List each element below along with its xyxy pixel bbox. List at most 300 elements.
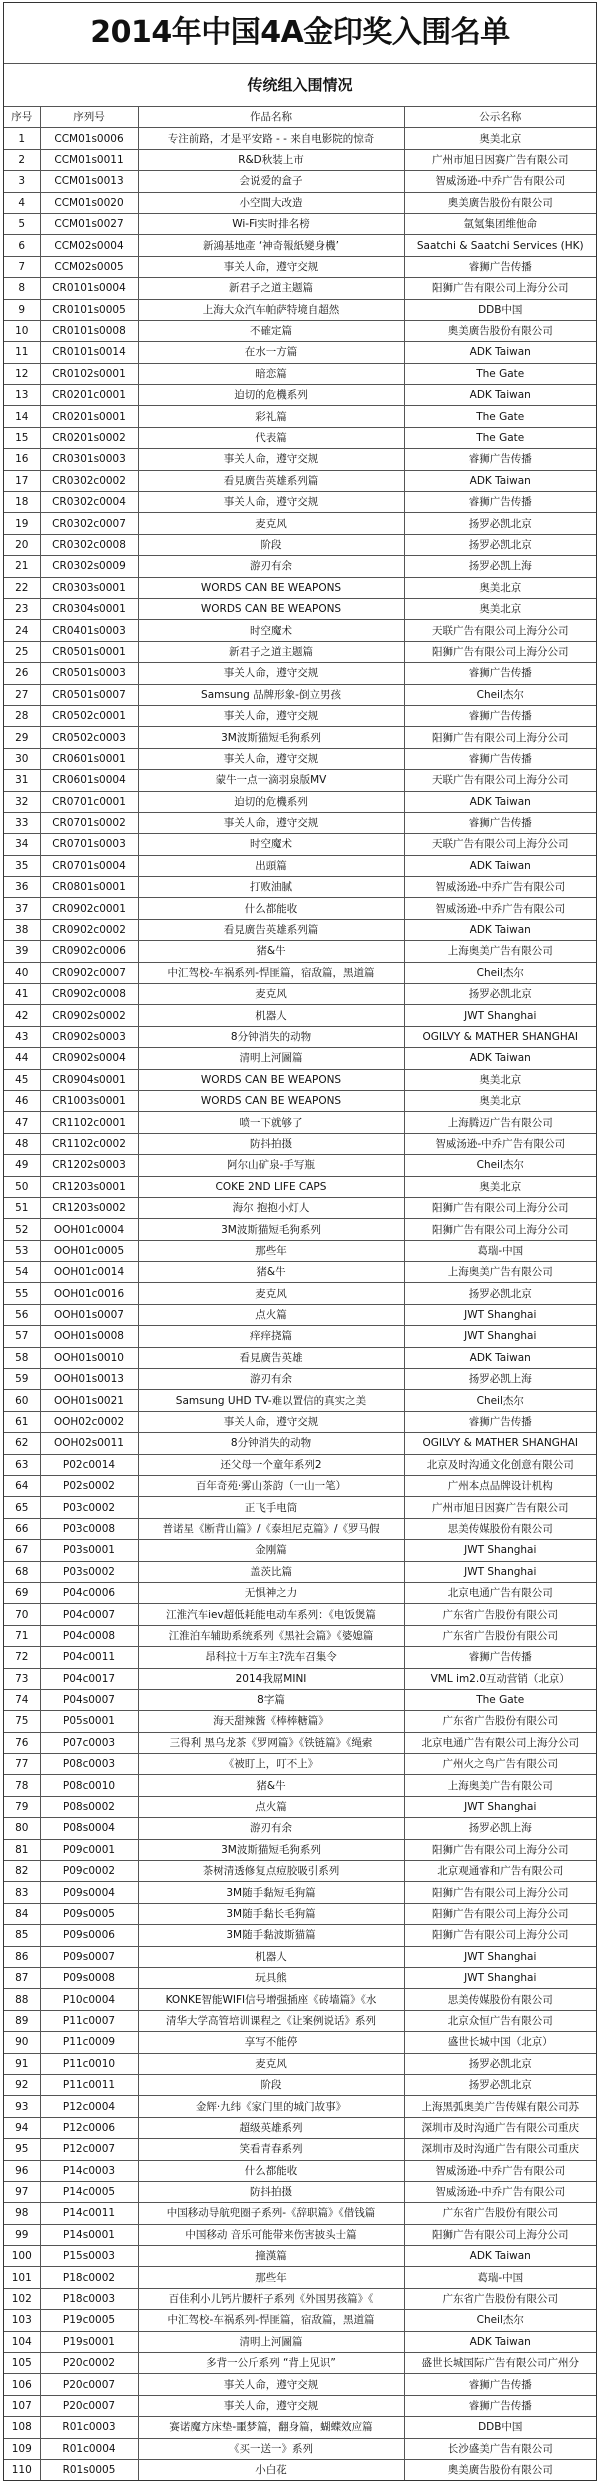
row-agency: 奧美廣告股份有限公司 xyxy=(404,320,596,341)
row-agency: 扬罗必凯北京 xyxy=(404,2074,596,2095)
row-serial: P11c0011 xyxy=(40,2074,138,2095)
row-index: 87 xyxy=(4,1967,40,1988)
table-row xyxy=(4,171,596,192)
row-agency: ADK Taiwan xyxy=(404,385,596,406)
row-agency: Cheil杰尔 xyxy=(404,2310,596,2331)
row-serial: P09s0006 xyxy=(40,1925,138,1946)
row-work-title: 打败油腻 xyxy=(138,877,404,898)
row-index: 52 xyxy=(4,1219,40,1240)
row-agency: 阳狮广告有限公司上海分公司 xyxy=(404,1903,596,1924)
table-row xyxy=(4,2224,596,2245)
row-serial: P11c0009 xyxy=(40,2032,138,2053)
row-index: 18 xyxy=(4,492,40,513)
row-agency: 深圳市及时沟通广告有限公司重庆 xyxy=(404,2139,596,2160)
row-index: 35 xyxy=(4,855,40,876)
row-index: 24 xyxy=(4,620,40,641)
row-index: 34 xyxy=(4,834,40,855)
row-index: 96 xyxy=(4,2160,40,2181)
table-row xyxy=(4,299,596,320)
row-work-title: 8字篇 xyxy=(138,1689,404,1710)
row-work-title: 正飞手电筒 xyxy=(138,1497,404,1518)
row-work-title: 3M随手黏波斯猫篇 xyxy=(138,1925,404,1946)
row-work-title: Samsung UHD TV-难以置信的真实之美 xyxy=(138,1390,404,1411)
row-serial: CCM02s0005 xyxy=(40,256,138,277)
table-row xyxy=(4,1369,596,1390)
row-index: 50 xyxy=(4,1176,40,1197)
table-row xyxy=(4,1048,596,1069)
table-row xyxy=(4,2010,596,2031)
row-work-title: 麦克风 xyxy=(138,2053,404,2074)
row-serial: P20c0007 xyxy=(40,2374,138,2395)
row-agency: 葛瑞-中国 xyxy=(404,2267,596,2288)
table-row xyxy=(4,941,596,962)
row-agency: 睿狮广告传播 xyxy=(404,449,596,470)
row-serial: CR0902c0002 xyxy=(40,919,138,940)
table-row xyxy=(4,1433,596,1454)
row-index: 2 xyxy=(4,149,40,170)
row-agency: 奧美廣告股份有限公司 xyxy=(404,192,596,213)
row-work-title: 时空魔术 xyxy=(138,834,404,855)
row-agency: Cheil杰尔 xyxy=(404,1155,596,1176)
row-serial: P08s0004 xyxy=(40,1818,138,1839)
row-index: 61 xyxy=(4,1411,40,1432)
row-index: 103 xyxy=(4,2310,40,2331)
row-agency: 奥美北京 xyxy=(404,1069,596,1090)
row-index: 36 xyxy=(4,877,40,898)
table-row xyxy=(4,235,596,256)
row-work-title: 撞漢篇 xyxy=(138,2246,404,2267)
row-serial: P19s0001 xyxy=(40,2331,138,2352)
row-index: 81 xyxy=(4,1839,40,1860)
row-agency: 广东省广告股份有限公司 xyxy=(404,1625,596,1646)
row-index: 33 xyxy=(4,812,40,833)
table-row xyxy=(4,748,596,769)
row-agency: 智威汤逊-中乔广告有限公司 xyxy=(404,877,596,898)
row-index: 38 xyxy=(4,919,40,940)
row-work-title: 阿尔山矿泉-手写瓶 xyxy=(138,1155,404,1176)
row-work-title: 3M随手黏短毛狗篇 xyxy=(138,1882,404,1903)
row-work-title: 无惧神之力 xyxy=(138,1582,404,1603)
row-serial: CR0101s0004 xyxy=(40,278,138,299)
row-agency: 盛世长城国际广告有限公司广州分 xyxy=(404,2353,596,2374)
row-agency: 上海黑弧奥美广告传媒有限公司苏 xyxy=(404,2096,596,2117)
row-index: 3 xyxy=(4,171,40,192)
table-row xyxy=(4,363,596,384)
row-index: 1 xyxy=(4,128,40,149)
row-agency: 睿狮广告传播 xyxy=(404,2374,596,2395)
row-agency: OGILVY & MATHER SHANGHAI xyxy=(404,1433,596,1454)
row-index: 84 xyxy=(4,1903,40,1924)
row-serial: P20c0002 xyxy=(40,2353,138,2374)
row-work-title: 猪&牛 xyxy=(138,1775,404,1796)
row-work-title: 百佳利小儿钙片腰杆子系列《外国男孩篇》《 xyxy=(138,2288,404,2309)
row-index: 67 xyxy=(4,1540,40,1561)
row-index: 10 xyxy=(4,320,40,341)
row-work-title: 彩礼篇 xyxy=(138,406,404,427)
row-serial: OOH01s0008 xyxy=(40,1326,138,1347)
row-serial: CR0701c0001 xyxy=(40,791,138,812)
row-serial: P04c0017 xyxy=(40,1668,138,1689)
table-row xyxy=(4,2417,596,2438)
row-serial: CR0801s0001 xyxy=(40,877,138,898)
row-agency: Cheil杰尔 xyxy=(404,1390,596,1411)
row-work-title: 点火篇 xyxy=(138,1304,404,1325)
row-index: 63 xyxy=(4,1454,40,1475)
row-index: 13 xyxy=(4,385,40,406)
row-work-title: 麦克风 xyxy=(138,513,404,534)
row-serial: CR0101s0008 xyxy=(40,320,138,341)
row-agency: 睿狮广告传播 xyxy=(404,705,596,726)
table-row xyxy=(4,2288,596,2309)
row-index: 32 xyxy=(4,791,40,812)
row-index: 100 xyxy=(4,2246,40,2267)
row-index: 25 xyxy=(4,641,40,662)
table-row xyxy=(4,1582,596,1603)
row-work-title: 小白花 xyxy=(138,2459,404,2480)
table-row xyxy=(4,641,596,662)
row-work-title: 普诺星《断背山篇》/《泰坦尼克篇》/《罗马假 xyxy=(138,1518,404,1539)
row-serial: P09c0002 xyxy=(40,1861,138,1882)
row-index: 70 xyxy=(4,1604,40,1625)
row-agency: ADK Taiwan xyxy=(404,2331,596,2352)
row-work-title: 新君子之道主题篇 xyxy=(138,641,404,662)
row-index: 94 xyxy=(4,2117,40,2138)
row-agency: 葛瑞-中国 xyxy=(404,1240,596,1261)
row-index: 83 xyxy=(4,1882,40,1903)
row-serial: OOH01c0016 xyxy=(40,1283,138,1304)
row-serial: P10c0004 xyxy=(40,1989,138,2010)
row-index: 23 xyxy=(4,598,40,619)
row-serial: OOH01c0004 xyxy=(40,1219,138,1240)
table-row xyxy=(4,2374,596,2395)
table-row xyxy=(4,1390,596,1411)
table-row xyxy=(4,1989,596,2010)
row-index: 17 xyxy=(4,470,40,491)
row-serial: CR0302c0002 xyxy=(40,470,138,491)
row-work-title: 海天甜辣酱《棒棒糖篇》 xyxy=(138,1711,404,1732)
row-serial: OOH01s0013 xyxy=(40,1369,138,1390)
row-work-title: 看見廣告英雄系列篇 xyxy=(138,919,404,940)
row-agency: ADK Taiwan xyxy=(404,1048,596,1069)
table-row xyxy=(4,812,596,833)
row-serial: P09s0005 xyxy=(40,1903,138,1924)
row-work-title: 新鴻基地產 ‘神奇報紙變身機’ xyxy=(138,235,404,256)
table-row xyxy=(4,2353,596,2374)
table-row xyxy=(4,1497,596,1518)
row-serial: CR0302c0008 xyxy=(40,534,138,555)
row-serial: CR0904s0001 xyxy=(40,1069,138,1090)
row-index: 76 xyxy=(4,1732,40,1753)
table-row xyxy=(4,2331,596,2352)
row-index: 5 xyxy=(4,213,40,234)
table-row xyxy=(4,1090,596,1111)
row-agency: ADK Taiwan xyxy=(404,855,596,876)
row-agency: OGILVY & MATHER SHANGHAI xyxy=(404,1026,596,1047)
row-work-title: 痒痒挠篇 xyxy=(138,1326,404,1347)
row-agency: 氩氪集团维他命 xyxy=(404,213,596,234)
row-serial: CR0701s0003 xyxy=(40,834,138,855)
row-index: 30 xyxy=(4,748,40,769)
row-agency: 智威汤逊-中乔广告有限公司 xyxy=(404,171,596,192)
row-serial: P12c0004 xyxy=(40,2096,138,2117)
table-row xyxy=(4,684,596,705)
row-agency: ADK Taiwan xyxy=(404,791,596,812)
row-agency: 阳狮广告有限公司上海分公司 xyxy=(404,1925,596,1946)
row-serial: CR0201s0001 xyxy=(40,406,138,427)
row-agency: 阳狮广告有限公司上海分公司 xyxy=(404,1219,596,1240)
table-row xyxy=(4,1026,596,1047)
row-work-title: 金刚篇 xyxy=(138,1540,404,1561)
row-index: 59 xyxy=(4,1369,40,1390)
table-row xyxy=(4,427,596,448)
row-agency: 上海奥美广告有限公司 xyxy=(404,941,596,962)
row-serial: CR0501s0007 xyxy=(40,684,138,705)
table-row xyxy=(4,2139,596,2160)
row-index: 71 xyxy=(4,1625,40,1646)
table-row xyxy=(4,984,596,1005)
row-agency: 上海腾迈广告有限公司 xyxy=(404,1112,596,1133)
table-header-row xyxy=(4,107,596,128)
row-index: 44 xyxy=(4,1048,40,1069)
row-index: 65 xyxy=(4,1497,40,1518)
row-work-title: 百年奇苑·雾山茶韵（一山一笔） xyxy=(138,1476,404,1497)
row-index: 4 xyxy=(4,192,40,213)
table-row xyxy=(4,1005,596,1026)
row-serial: CR0902s0003 xyxy=(40,1026,138,1047)
table-row xyxy=(4,2246,596,2267)
row-work-title: 防抖拍摄 xyxy=(138,1133,404,1154)
row-index: 101 xyxy=(4,2267,40,2288)
row-serial: P09s0004 xyxy=(40,1882,138,1903)
row-agency: 智威汤逊-中乔广告有限公司 xyxy=(404,2181,596,2202)
row-agency: 北京及时沟通文化创意有限公司 xyxy=(404,1454,596,1475)
table-row xyxy=(4,492,596,513)
row-serial: CR0304s0001 xyxy=(40,598,138,619)
row-work-title: 迫切的危機系列 xyxy=(138,791,404,812)
row-agency: 深圳市及时沟通广告有限公司重庆 xyxy=(404,2117,596,2138)
row-agency: 奥美北京 xyxy=(404,128,596,149)
shortlist-sheet xyxy=(3,2,597,2481)
row-agency: JWT Shanghai xyxy=(404,1326,596,1347)
row-work-title: 那些年 xyxy=(138,1240,404,1261)
table-row xyxy=(4,2117,596,2138)
row-serial: P04s0007 xyxy=(40,1689,138,1710)
row-agency: Saatchi & Saatchi Services (HK) xyxy=(404,235,596,256)
row-serial: P11c0010 xyxy=(40,2053,138,2074)
table-row xyxy=(4,1925,596,1946)
row-index: 80 xyxy=(4,1818,40,1839)
row-index: 108 xyxy=(4,2417,40,2438)
row-index: 54 xyxy=(4,1262,40,1283)
row-index: 110 xyxy=(4,2459,40,2480)
table-row xyxy=(4,1176,596,1197)
table-row xyxy=(4,2053,596,2074)
table-row xyxy=(4,2438,596,2459)
table-row xyxy=(4,128,596,149)
row-work-title: 3M波斯猫短毛狗系列 xyxy=(138,727,404,748)
header-serial: 序列号 xyxy=(40,107,138,128)
row-agency: 广州市旭日因赛广告有限公司 xyxy=(404,1497,596,1518)
table-row xyxy=(4,1197,596,1218)
row-work-title: 清明上河圖篇 xyxy=(138,1048,404,1069)
row-work-title: 在水一方篇 xyxy=(138,342,404,363)
row-work-title: 事关人命，遵守交规 xyxy=(138,256,404,277)
row-agency: 睿狮广告传播 xyxy=(404,748,596,769)
table-row xyxy=(4,1689,596,1710)
table-row xyxy=(4,1540,596,1561)
row-index: 28 xyxy=(4,705,40,726)
table-row xyxy=(4,2181,596,2202)
row-serial: P08s0002 xyxy=(40,1796,138,1817)
row-agency: DDB中国 xyxy=(404,2417,596,2438)
row-serial: OOH02s0011 xyxy=(40,1433,138,1454)
row-work-title: 《被盯上，叮不上》 xyxy=(138,1754,404,1775)
row-index: 109 xyxy=(4,2438,40,2459)
row-index: 41 xyxy=(4,984,40,1005)
row-work-title: 3M波斯猫短毛狗系列 xyxy=(138,1839,404,1860)
row-work-title: 时空魔术 xyxy=(138,620,404,641)
table-row xyxy=(4,1818,596,1839)
row-serial: P04c0008 xyxy=(40,1625,138,1646)
row-agency: The Gate xyxy=(404,427,596,448)
row-serial: P09c0001 xyxy=(40,1839,138,1860)
row-serial: R01c0004 xyxy=(40,2438,138,2459)
row-agency: Cheil杰尔 xyxy=(404,962,596,983)
table-row xyxy=(4,877,596,898)
shortlist-table xyxy=(4,107,596,2480)
row-serial: P03c0002 xyxy=(40,1497,138,1518)
row-agency: JWT Shanghai xyxy=(404,1540,596,1561)
row-serial: P02c0014 xyxy=(40,1454,138,1475)
row-serial: P11c0007 xyxy=(40,2010,138,2031)
row-agency: 奥美北京 xyxy=(404,1176,596,1197)
row-serial: P04c0006 xyxy=(40,1582,138,1603)
row-serial: CR0302c0007 xyxy=(40,513,138,534)
row-agency: 思美传媒股份有限公司 xyxy=(404,1518,596,1539)
row-serial: OOH01s0021 xyxy=(40,1390,138,1411)
row-work-title: 《买一送一》系列 xyxy=(138,2438,404,2459)
row-serial: R01c0003 xyxy=(40,2417,138,2438)
table-row xyxy=(4,1604,596,1625)
row-work-title: 事关人命，遵守交规 xyxy=(138,2374,404,2395)
row-agency: 扬罗必凯北京 xyxy=(404,1283,596,1304)
table-row xyxy=(4,1411,596,1432)
row-agency: ADK Taiwan xyxy=(404,919,596,940)
row-serial: CCM01s0020 xyxy=(40,192,138,213)
row-serial: P03s0001 xyxy=(40,1540,138,1561)
row-work-title: 点火篇 xyxy=(138,1796,404,1817)
row-work-title: 事关人命，遵守交规 xyxy=(138,812,404,833)
row-index: 86 xyxy=(4,1946,40,1967)
table-row xyxy=(4,1304,596,1325)
table-row xyxy=(4,1775,596,1796)
row-agency: 智威汤逊-中乔广告有限公司 xyxy=(404,1133,596,1154)
table-row xyxy=(4,705,596,726)
row-agency: 天联广告有限公司上海分公司 xyxy=(404,834,596,855)
row-agency: 扬罗必凯北京 xyxy=(404,513,596,534)
row-index: 6 xyxy=(4,235,40,256)
row-agency: ADK Taiwan xyxy=(404,470,596,491)
row-serial: CR0201c0001 xyxy=(40,385,138,406)
row-agency: DDB中国 xyxy=(404,299,596,320)
row-index: 69 xyxy=(4,1582,40,1603)
row-work-title: 什么都能收 xyxy=(138,2160,404,2181)
row-index: 48 xyxy=(4,1133,40,1154)
row-work-title: Wi-Fi实时排名榜 xyxy=(138,213,404,234)
row-serial: CR0301s0003 xyxy=(40,449,138,470)
row-agency: JWT Shanghai xyxy=(404,1967,596,1988)
table-row xyxy=(4,449,596,470)
row-work-title: 事关人命，遵守交规 xyxy=(138,492,404,513)
row-index: 66 xyxy=(4,1518,40,1539)
table-row xyxy=(4,213,596,234)
row-agency: 奥美北京 xyxy=(404,577,596,598)
row-work-title: 事关人命，遵守交规 xyxy=(138,1411,404,1432)
row-serial: CCM01s0027 xyxy=(40,213,138,234)
row-index: 58 xyxy=(4,1347,40,1368)
row-work-title: 看見廣告英雄系列篇 xyxy=(138,470,404,491)
row-work-title: KONKE智能WIFI信号增强插座《砖墙篇》《水 xyxy=(138,1989,404,2010)
row-agency: 睿狮广告传播 xyxy=(404,256,596,277)
row-work-title: 上海大众汽车帕萨特境自超然 xyxy=(138,299,404,320)
row-index: 77 xyxy=(4,1754,40,1775)
row-serial: OOH02c0002 xyxy=(40,1411,138,1432)
row-agency: 思美传媒股份有限公司 xyxy=(404,1989,596,2010)
row-agency: JWT Shanghai xyxy=(404,1005,596,1026)
row-work-title: 代表篇 xyxy=(138,427,404,448)
row-index: 19 xyxy=(4,513,40,534)
table-row xyxy=(4,2459,596,2480)
row-work-title: 游刃有余 xyxy=(138,1818,404,1839)
row-serial: P18c0002 xyxy=(40,2267,138,2288)
row-index: 55 xyxy=(4,1283,40,1304)
table-row xyxy=(4,1732,596,1753)
row-serial: P04c0011 xyxy=(40,1647,138,1668)
row-serial: P14c0011 xyxy=(40,2203,138,2224)
table-row xyxy=(4,1133,596,1154)
row-work-title: 游刃有余 xyxy=(138,556,404,577)
row-work-title: 赛诺魔方床垫-噩梦篇，翻身篇，蝴蝶效应篇 xyxy=(138,2417,404,2438)
row-agency: 广州市旭日因赛广告有限公司 xyxy=(404,149,596,170)
row-work-title: 玩具熊 xyxy=(138,1967,404,1988)
row-index: 49 xyxy=(4,1155,40,1176)
table-row xyxy=(4,470,596,491)
row-work-title: 清明上河圖篇 xyxy=(138,2331,404,2352)
row-serial: P05s0001 xyxy=(40,1711,138,1732)
row-agency: 奥美北京 xyxy=(404,1090,596,1111)
row-work-title: 金辉·九纬《家门里的城门故事》 xyxy=(138,2096,404,2117)
row-agency: 阳狮广告有限公司上海分公司 xyxy=(404,1197,596,1218)
table-row xyxy=(4,534,596,555)
row-serial: P09s0007 xyxy=(40,1946,138,1967)
row-serial: P08c0003 xyxy=(40,1754,138,1775)
table-row xyxy=(4,320,596,341)
row-work-title: 猪&牛 xyxy=(138,1262,404,1283)
table-row xyxy=(4,1219,596,1240)
table-row xyxy=(4,1861,596,1882)
table-row xyxy=(4,1647,596,1668)
row-index: 31 xyxy=(4,770,40,791)
table-row xyxy=(4,256,596,277)
row-agency: 长沙盛美广告有限公司 xyxy=(404,2438,596,2459)
row-serial: CR1102c0002 xyxy=(40,1133,138,1154)
row-agency: 盛世长城中国（北京） xyxy=(404,2032,596,2053)
row-work-title: 防抖拍摄 xyxy=(138,2181,404,2202)
row-agency: The Gate xyxy=(404,406,596,427)
row-index: 82 xyxy=(4,1861,40,1882)
row-agency: 广州火之鸟广告有限公司 xyxy=(404,1754,596,1775)
row-agency: ADK Taiwan xyxy=(404,2246,596,2267)
